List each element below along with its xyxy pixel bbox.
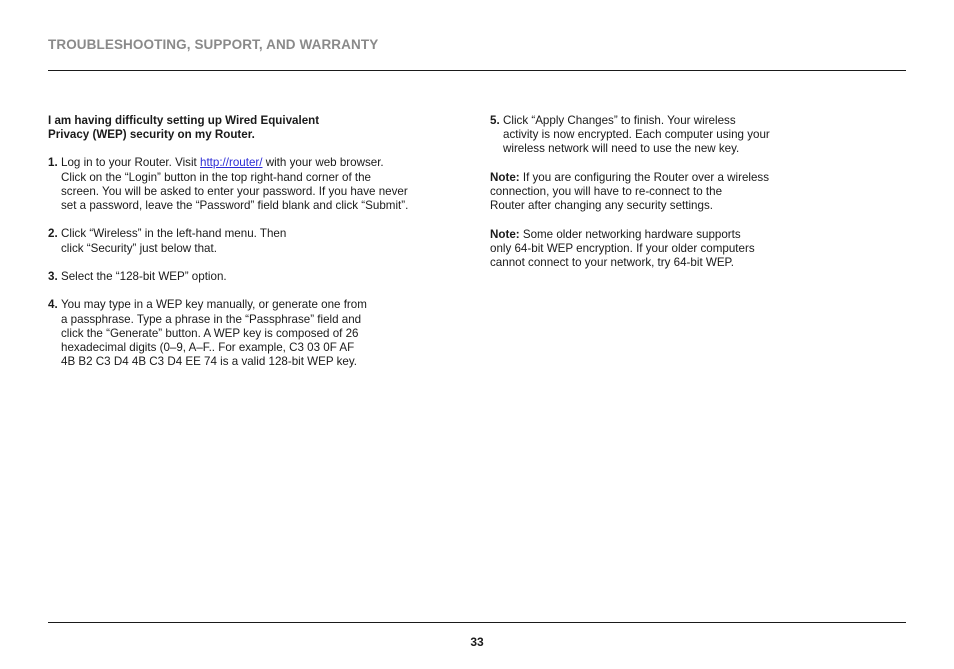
note-line (490, 228, 830, 242)
router-link[interactable]: http://router/ (200, 156, 263, 170)
step-line: activity is now encrypted. Each computer using your (503, 128, 770, 142)
bottom-divider (48, 622, 906, 623)
step-number: 2. (48, 227, 58, 241)
left-column (48, 114, 468, 384)
note-label: Note: (490, 227, 520, 241)
step-number: 3. (48, 270, 58, 283)
step-line: 4B B2 C3 D4 4B C3 D4 EE 74 is a valid 128-bit WEP key. (61, 355, 357, 369)
step-2 (48, 227, 468, 255)
step-text: with your web browser. (262, 156, 384, 170)
step-3 (48, 270, 468, 284)
question-heading (48, 114, 468, 142)
page-number (0, 635, 954, 649)
step-line: screen. You will be asked to enter your password. If you have never (61, 184, 408, 198)
step-line: Click “Apply Changes” to finish. Your wireless (503, 114, 736, 127)
step-line: You may type in a WEP key manually, or generate one from (61, 298, 367, 312)
step-line: set a password, leave the “Password” field blank and click “Submit”. (61, 199, 409, 213)
question-line: I am having difficulty setting up Wired Equivalent (48, 114, 320, 127)
section-title: TROUBLESHOOTING, SUPPORT, AND WARRANTY (48, 37, 379, 52)
step-line: click “Security” just below that. (61, 241, 217, 255)
step-line: wireless network will need to use the new key. (503, 142, 740, 156)
note-line: cannot connect to your network, try 64-bit WEP. (490, 256, 735, 269)
note-reconnect (490, 171, 830, 214)
note-line: connection, you will have to re-connect to the (490, 185, 723, 198)
right-column (490, 114, 830, 284)
step-1 (48, 156, 468, 213)
note-line (490, 171, 830, 185)
step-number: 4. (48, 298, 58, 312)
step-line: Click on the “Login” button in the top right-hand corner of the (61, 170, 371, 184)
step-number: 1. (48, 156, 58, 170)
note-64bit (490, 228, 830, 271)
step-line: hexadecimal digits (0–9, A–F.. For example, C3 03 0F AF (61, 341, 355, 354)
step-line: Select the “128-bit WEP” option. (61, 270, 227, 283)
step-line: a passphrase. Type a phrase in the “Passphrase” field and (61, 312, 362, 326)
step-4 (48, 298, 468, 369)
note-text: Some older networking hardware supports (519, 227, 741, 241)
note-text: If you are configuring the Router over a wireless (519, 170, 770, 184)
question-line: Privacy (WEP) security on my Router. (48, 128, 255, 142)
step-line (61, 156, 468, 170)
note-label: Note: (490, 170, 520, 184)
step-5 (490, 114, 830, 157)
note-line: Router after changing any security settings. (490, 199, 713, 213)
step-number: 5. (490, 114, 500, 127)
page-number-text: 33 (470, 635, 484, 649)
step-line: Click “Wireless” in the left-hand menu. Then (61, 227, 287, 241)
note-line: only 64-bit WEP encryption. If your older computers (490, 241, 755, 255)
step-text: Log in to your Router. Visit (61, 156, 200, 170)
top-divider (48, 70, 906, 71)
step-line: click the “Generate” button. A WEP key is composed of 26 (61, 326, 359, 340)
